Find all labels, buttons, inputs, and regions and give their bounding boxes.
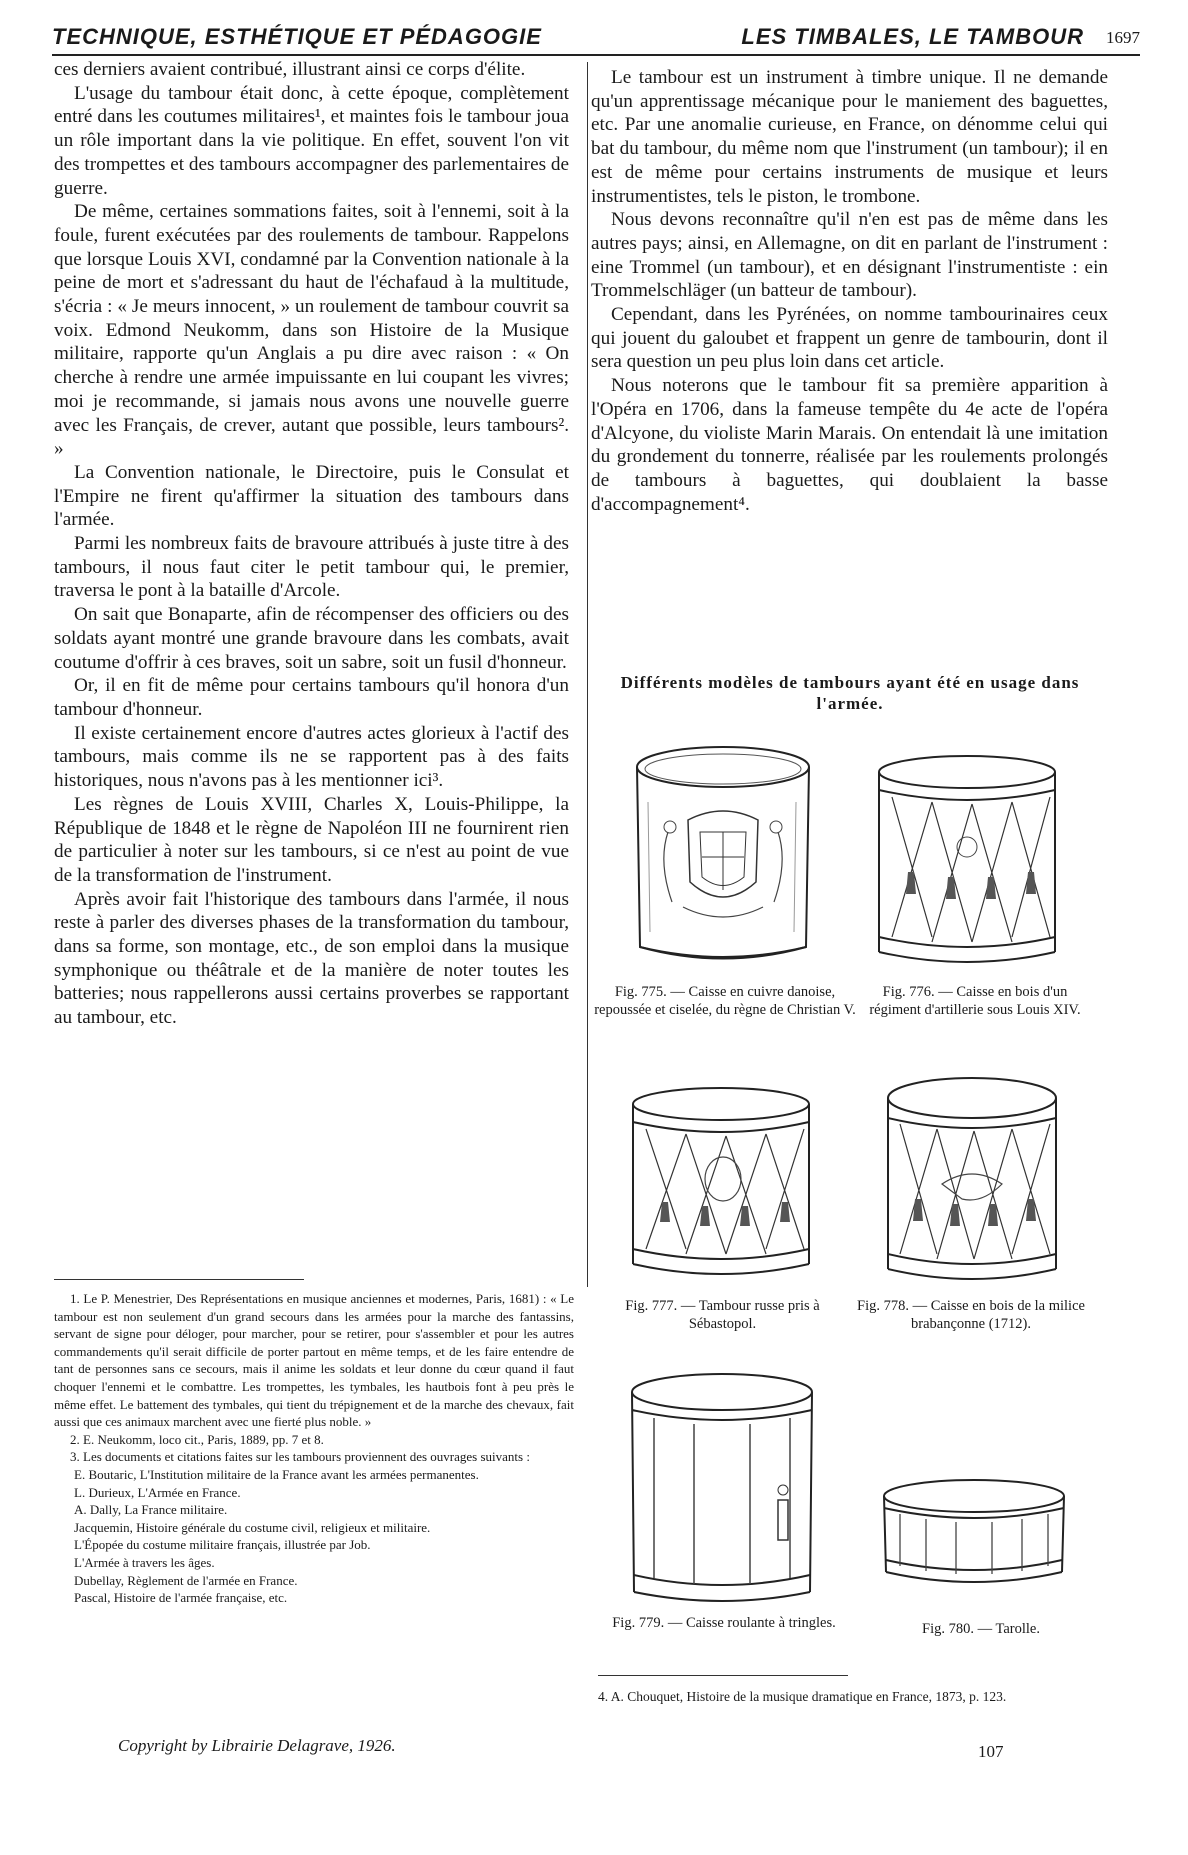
running-head-left: TECHNIQUE, ESTHÉTIQUE ET PÉDAGOGIE bbox=[52, 24, 542, 49]
paragraph: Cependant, dans les Pyrénées, on nomme tambourinaires ceux qui jouent du galoubet et frappent un genre de tambourin, dont il sera question un peu plus loin dans cet article. bbox=[591, 304, 1108, 373]
footnote-source: E. Boutaric, L'Institution militaire de la France avant les armées permanentes. bbox=[74, 1466, 479, 1482]
header-rule bbox=[52, 54, 1140, 56]
paragraph: Les règnes de Louis XVIII, Charles X, Louis-Philippe, la République de 1848 et le règne de Napoléon III ne fournirent rien de particulier à noter sur les tambours, si ce n'est au point de vue de la transformation de l'instrument. bbox=[54, 793, 569, 886]
paragraph: ces derniers avaient contribué, illustrant ainsi ce corps d'élite. bbox=[54, 59, 526, 80]
paragraph: On sait que Bonaparte, afin de récompenser des officiers ou des soldats ayant montré une grande bravoure dans les combats, avait coutume d'offrir à ces braves, soit un sabre, soit un fusil d'honneur. bbox=[54, 604, 569, 673]
drum-illustration-780 bbox=[878, 1476, 1070, 1592]
drum-illustration-777 bbox=[626, 1084, 816, 1284]
paragraph: Le tambour est un instrument à timbre unique. Il ne demande qu'un apprentissage mécanique pour le maniement des baguettes, etc. Par une anomalie curieuse, en France, on dénomme celui qui bat du tambour, du même nom que l'instrument (un tambour); il en est de même pour certains instruments de musique et leurs instrumentistes, tels le piston, le trombone. bbox=[591, 67, 1108, 207]
footnote-1: 1. Le P. Menestrier, Des Représentations en musique anciennes et modernes, Paris, 1681) : « Le tambour est non seulement d'un grand secours dans les armées pour la marche des fantassins, servant de signe pour déloger, pour marcher, pour se retirer, pour s'assembler et pour les autres commandements qu'il serait difficile de porter partout en même temps, et de les faire entendre de tant de personnes sans ce secours, mais il anime les soldats et leur donne du cœur quand il faut choquer l'ennemi et le combattre. Les trompettes, les tymbales, les hautbois font à peu près le même effet. Le battement des tymbales, qui tient du trépignement et de la marche des chevaux, fait aussi que ces animaux marchent avec une fierté plus noble. » bbox=[54, 1291, 574, 1430]
column-rule bbox=[587, 62, 588, 1287]
drum-illustration-778 bbox=[882, 1074, 1062, 1289]
paragraph: Or, il en fit de même pour certains tambours qu'il honora d'un tambour d'honneur. bbox=[54, 675, 569, 720]
footnote-source: L'Armée à travers les âges. bbox=[74, 1554, 215, 1570]
footnote-source: A. Dally, La France militaire. bbox=[74, 1502, 228, 1518]
footnote-3: 3. Les documents et citations faites sur les tambours proviennent des ouvrages suivants : bbox=[70, 1449, 530, 1465]
paragraph: Nous devons reconnaître qu'il n'en est pas de même dans les autres pays; ainsi, en Allemagne, on dit en parlant de l'instrument : eine Trommel (un tambour), et en désignant l'instrumentiste : ein Trommelschläger (un batteur de tambour). bbox=[591, 209, 1108, 302]
paragraph: La Convention nationale, le Directoire, puis le Consulat et l'Empire ne firent qu'affirmer la situation des tambours dans l'armée. bbox=[54, 461, 569, 531]
footnote-source: Jacquemin, Histoire générale du costume civil, religieux et militaire. bbox=[74, 1519, 431, 1535]
right-column bbox=[591, 66, 1108, 516]
paragraph: L'usage du tambour était donc, à cette époque, complètement entré dans les coutumes militaires¹, et maintes fois le tambour joua un rôle important dans la vie politique. En effet, souvent l'on vit des trompettes et des tambours accompagner des parlementaires de guerre. bbox=[54, 82, 569, 199]
footnote-rule bbox=[598, 1675, 848, 1676]
footnote-right bbox=[598, 1675, 1112, 1706]
figure-caption-776: Fig. 776. — Caisse en bois d'un régiment d'artillerie sous Louis XIV. bbox=[869, 984, 1081, 1018]
copyright-line: Copyright by Librairie Delagrave, 1926. bbox=[118, 1736, 396, 1755]
footnote-2: 2. E. Neukomm, loco cit., Paris, 1889, pp. 7 et 8. bbox=[70, 1431, 324, 1447]
figure-caption-779: Fig. 779. — Caisse roulante à tringles. bbox=[612, 1615, 836, 1631]
folio-number: 107 bbox=[978, 1742, 1004, 1761]
paragraph: Nous noterons que le tambour fit sa première apparition à l'Opéra en 1706, dans la fameuse tempête du 4e acte de l'opéra d'Alcyone, du violiste Marin Marais. On entendait là une imitation du grondement du tonnerre, réalisée par les roulements prolongés de tambours à baguettes, qui doublaient la basse d'accompagnement⁴. bbox=[591, 375, 1108, 515]
running-head bbox=[52, 24, 1140, 50]
footnote-source: Pascal, Histoire de l'armée française, etc. bbox=[74, 1590, 288, 1606]
figure-caption-778: Fig. 778. — Caisse en bois de la milice brabançonne (1712). bbox=[857, 1298, 1085, 1332]
drum-illustration-776 bbox=[872, 752, 1062, 977]
footnote-source: L'Épopée du costume militaire français, illustrée par Job. bbox=[74, 1537, 371, 1553]
figures-title: Différents modèles de tambours ayant été en usage dans l'armée. bbox=[620, 673, 1080, 713]
paragraph: Il existe certainement encore d'autres actes glorieux à l'actif des tambours, mais comme ils ne se rapportent pas à des faits historiques, nous n'avons pas à les mentionner ici³. bbox=[54, 722, 569, 792]
drum-illustration-779 bbox=[624, 1370, 820, 1610]
paragraph: De même, certaines sommations faites, soit à l'ennemi, soit à la foule, furent exécutées par des roulements de tambour. Rappelons que lorsque Louis XVI, condamné par la Convention nationale à la peine de mort et s'adressant du haut de l'échafaud à la multitude, s'écria : « Je meurs innocent, » un roulement de tambour couvrit sa voix. Edmond Neukomm, dans son Histoire de la Musique militaire, rapporte qu'un Anglais a pu dire avec raison : « On cherche à rendre une armée impuissante en lui coupant les vivres; moi je recommande, si jamais nous avons une nouvelle guerre avec les Français, de crever, autant que possible, leurs tambours². » bbox=[54, 201, 569, 460]
footnote-4: 4. A. Chouquet, Histoire de la musique dramatique en France, 1873, p. 123. bbox=[598, 1689, 1007, 1704]
figure-caption-775: Fig. 775. — Caisse en cuivre danoise, repoussée et ciselée, du règne de Christian V. bbox=[594, 984, 856, 1018]
left-column bbox=[54, 58, 569, 1030]
paragraph: Après avoir fait l'historique des tambours dans l'armée, il nous reste à parler des diverses phases de la transformation du tambour, dans sa forme, son montage, etc., de son emploi dans la musique symphonique ou théâtrale et de la manière de noter toutes les batteries; nous rappellerons aussi certains proverbes se rapportant au tambour, etc. bbox=[54, 888, 569, 1029]
footnotes-left bbox=[54, 1279, 574, 1607]
footnote-rule bbox=[54, 1279, 304, 1280]
running-head-right: LES TIMBALES, LE TAMBOUR bbox=[741, 24, 1084, 49]
footnote-source: L. Durieux, L'Armée en France. bbox=[74, 1484, 241, 1500]
drum-illustration-775 bbox=[628, 742, 818, 972]
figure-caption-777: Fig. 777. — Tambour russe pris à Sébastopol. bbox=[625, 1298, 820, 1332]
paragraph: Parmi les nombreux faits de bravoure attribués à juste titre à des tambours, il nous faut citer le petit tambour qui, le premier, traversa le pont à la bataille d'Arcole. bbox=[54, 533, 569, 602]
running-head-page-number: 1697 bbox=[1106, 28, 1140, 47]
footnote-source: Dubellay, Règlement de l'armée en France. bbox=[74, 1572, 298, 1588]
figure-caption-780: Fig. 780. — Tarolle. bbox=[922, 1621, 1040, 1637]
